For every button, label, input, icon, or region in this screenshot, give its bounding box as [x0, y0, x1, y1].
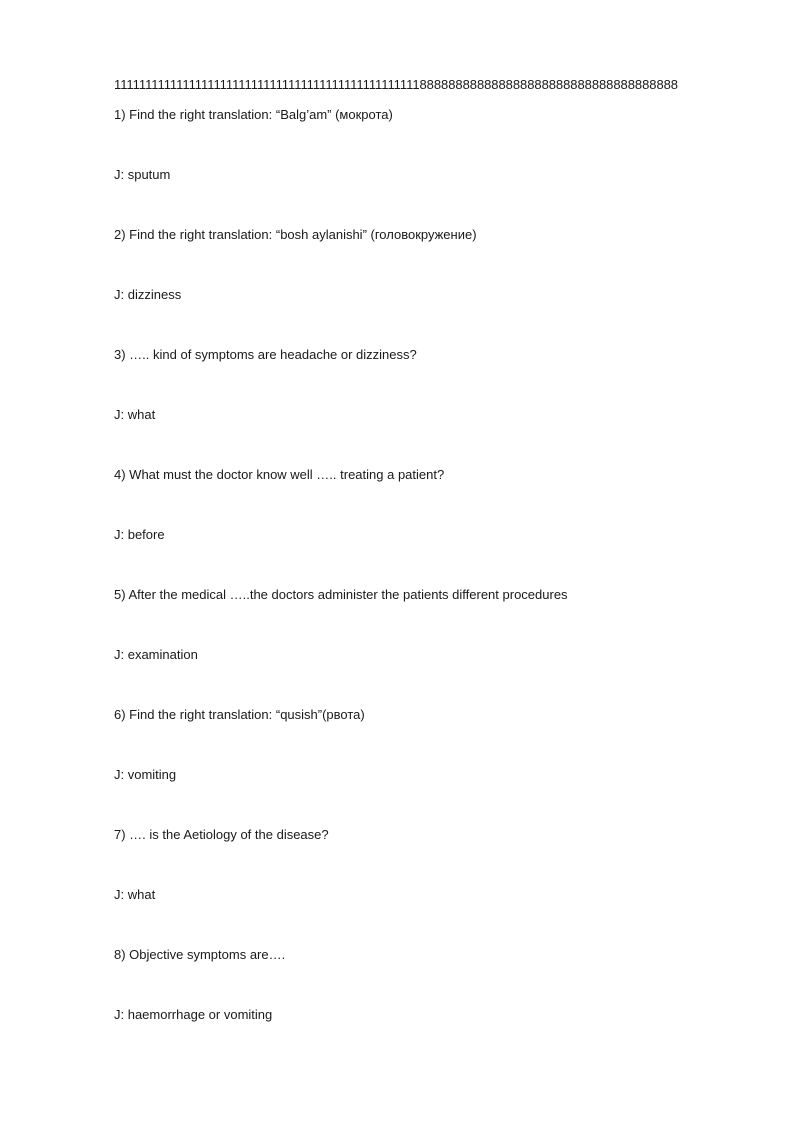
answer-text: J: sputum: [114, 167, 171, 182]
answer-text: J: what: [114, 407, 156, 422]
question-item-3: [114, 347, 734, 423]
question-item-6: [114, 707, 734, 783]
answer-text: J: before: [114, 527, 165, 542]
question-item-4: [114, 467, 734, 543]
question-text: 5) After the medical …..the doctors administer the patients different procedures: [114, 587, 568, 602]
question-item-5: [114, 587, 734, 663]
question-text: 2) Find the right translation: “bosh aylanishi” (головокружение): [114, 227, 477, 242]
answer-text: J: what: [114, 887, 156, 902]
question-item-7: [114, 827, 734, 903]
answer-text: J: examination: [114, 647, 198, 662]
answer-text: J: vomiting: [114, 767, 177, 782]
header-digit-line: 1111111111111111111111111111111111111111111111111888888888888888888888888888888888888: [114, 77, 678, 92]
answer-text: J: haemorrhage or vomiting: [114, 1007, 273, 1022]
question-text: 7) …. is the Aetiology of the disease?: [114, 827, 329, 842]
question-item-1: [114, 107, 734, 183]
question-text: 3) ….. kind of symptoms are headache or dizziness?: [114, 347, 417, 362]
question-item-8: [114, 947, 734, 1023]
question-list: [114, 107, 734, 1067]
question-text: 6) Find the right translation: “qusish”(рвота): [114, 707, 365, 722]
question-item-2: [114, 227, 734, 303]
answer-text: J: dizziness: [114, 287, 182, 302]
question-text: 8) Objective symptoms are….: [114, 947, 286, 962]
question-text: 4) What must the doctor know well ….. treating a patient?: [114, 467, 445, 482]
question-text: 1) Find the right translation: “Balg’am” (мокрота): [114, 107, 393, 122]
